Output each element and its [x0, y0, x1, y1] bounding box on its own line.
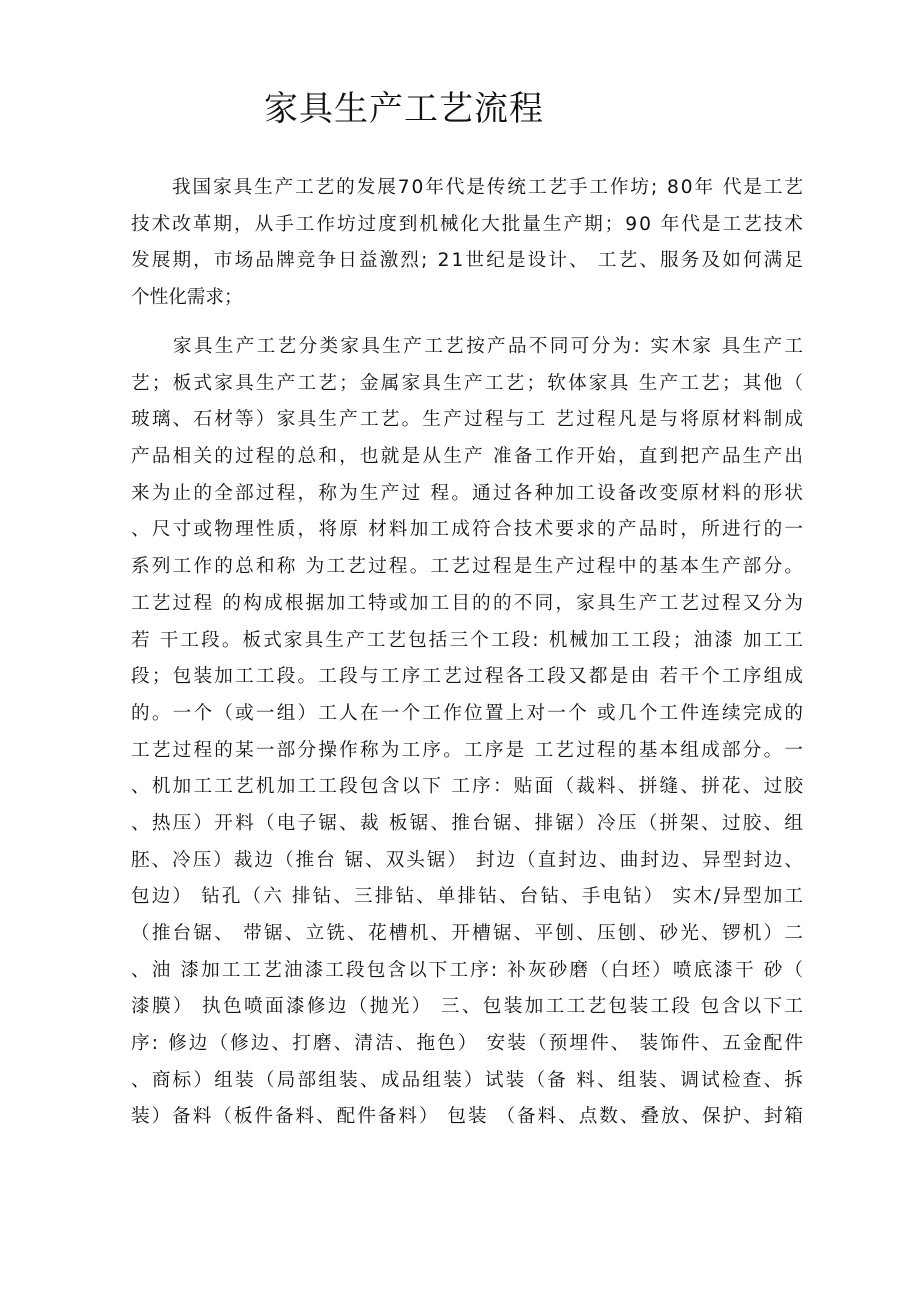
text-line: [131, 1026, 806, 1063]
text-line: [131, 476, 806, 513]
text-line: [131, 439, 806, 476]
line-text: 漆膜） 执色喷面漆修边（抛光） 三、包装加工工艺包装工段 包含以下工: [131, 996, 806, 1018]
line-text: 段；包装加工工段。工段与工序工艺过程各工段又都是由 若干个工序组成: [131, 666, 806, 688]
text-line: [131, 586, 806, 623]
text-line: [131, 989, 806, 1026]
text-line: [131, 696, 806, 733]
line-text: 序: 修边（修边、打磨、清洁、拖色） 安装（预埋件、 装饰件、五金配件: [131, 1033, 806, 1055]
line-text: （推台锯、 带锯、立铣、花槽机、开槽锯、平刨、压刨、砂光、锣机）二: [131, 923, 806, 944]
line-text: 来为止的全部过程，称为生产过 程。通过各种加工设备改变原材料的形状: [131, 482, 806, 504]
line-text: 包边） 钻孔（六 排钻、三排钻、单排钻、台钻、手电钻） 实木/异型加工: [131, 886, 806, 908]
line-text: 技术改革期，从手工作坊过度到机械化大批量生产期；90 年代是工艺技术: [131, 213, 805, 235]
text-line: [131, 843, 803, 880]
line-text: 装）备料（板件备料、配件备料） 包装 （备料、点数、叠放、保护、封箱: [131, 1106, 805, 1128]
line-text: 家具生产工艺分类家具生产工艺按产品不同可分为: 实木家 具生产工: [131, 336, 806, 357]
text-line: [131, 549, 806, 586]
line-text: 产品相关的过程的总和，也就是从生产 准备工作开始，直到把产品生产出: [131, 446, 806, 468]
document-title: 家具生产工艺流程: [264, 89, 544, 129]
text-line: [131, 1099, 803, 1136]
text-line: [131, 170, 803, 207]
line-text: 胚、冷压）裁边（推台 锯、双头锯） 封边（直封边、曲封边、异型封边、: [131, 849, 805, 871]
line-text: 玻璃、石材等）家具生产工艺。生产过程与工 艺过程凡是与将原材料制成: [131, 409, 806, 431]
line-text: 工艺过程 的构成根据加工特或加工目的的不同，家具生产工艺过程又分为: [131, 592, 806, 614]
line-text: 系列工作的总和称 为工艺过程。工艺过程是生产过程中的基本生产部分。: [131, 556, 806, 578]
text-line: [131, 953, 806, 990]
line-text: 、商标）组装（局部组装、成品组装）试装（备 料、组装、调试检查、拆: [131, 1069, 806, 1091]
text-line: [131, 207, 803, 244]
text-line: [131, 623, 806, 660]
text-line: [131, 769, 806, 806]
paragraph-process-classification: [131, 329, 806, 1136]
line-text: 工艺过程的某一部分操作称为工序。工序是 工艺过程的基本组成部分。一: [131, 739, 806, 761]
text-line: [131, 280, 803, 317]
text-line: [131, 1063, 806, 1100]
text-line: [131, 402, 806, 439]
line-text: 个性化需求；: [131, 287, 243, 309]
line-text: 艺；板式家具生产工艺；金属家具生产工艺；软体家具 生产工艺；其他（: [131, 372, 806, 394]
line-text: 我国家具生产工艺的发展70年代是传统工艺手工作坊; 80年 代是工艺: [131, 177, 805, 198]
text-line: [131, 733, 806, 770]
line-text: 、机加工工艺机加工工段包含以下 工序：贴面（裁料、拼缝、拼花、过胶: [131, 776, 806, 798]
line-text: 、油 漆加工工艺油漆工段包含以下工序: 补灰砂磨（白坯）喷底漆干 砂（: [131, 959, 806, 981]
line-text: 发展期，市场品牌竞争日益激烈; 21世纪是设计、 工艺、服务及如何满足: [131, 250, 806, 272]
text-line: [131, 806, 806, 843]
line-text: 、尺寸或物理性质，将原 材料加工成符合技术要求的产品时，所进行的一: [131, 519, 806, 541]
text-line: [131, 659, 806, 696]
line-text: 、热压）开料（电子锯、裁 板锯、推台锯、排锯）冷压（拼架、过胶、组: [131, 812, 806, 834]
text-line: [131, 512, 806, 549]
paragraph-history: [131, 170, 806, 317]
text-line: [131, 329, 806, 366]
text-line: [131, 916, 806, 953]
text-line: [131, 243, 806, 280]
text-line: [131, 879, 806, 916]
text-line: [131, 366, 806, 403]
line-text: 的。一个（或一组）工人在一个工作位置上对一个 或几个工件连续完成的: [131, 702, 806, 724]
line-text: 若 干工段。板式家具生产工艺包括三个工段: 机械加工工段；油漆 加工工: [131, 629, 806, 651]
